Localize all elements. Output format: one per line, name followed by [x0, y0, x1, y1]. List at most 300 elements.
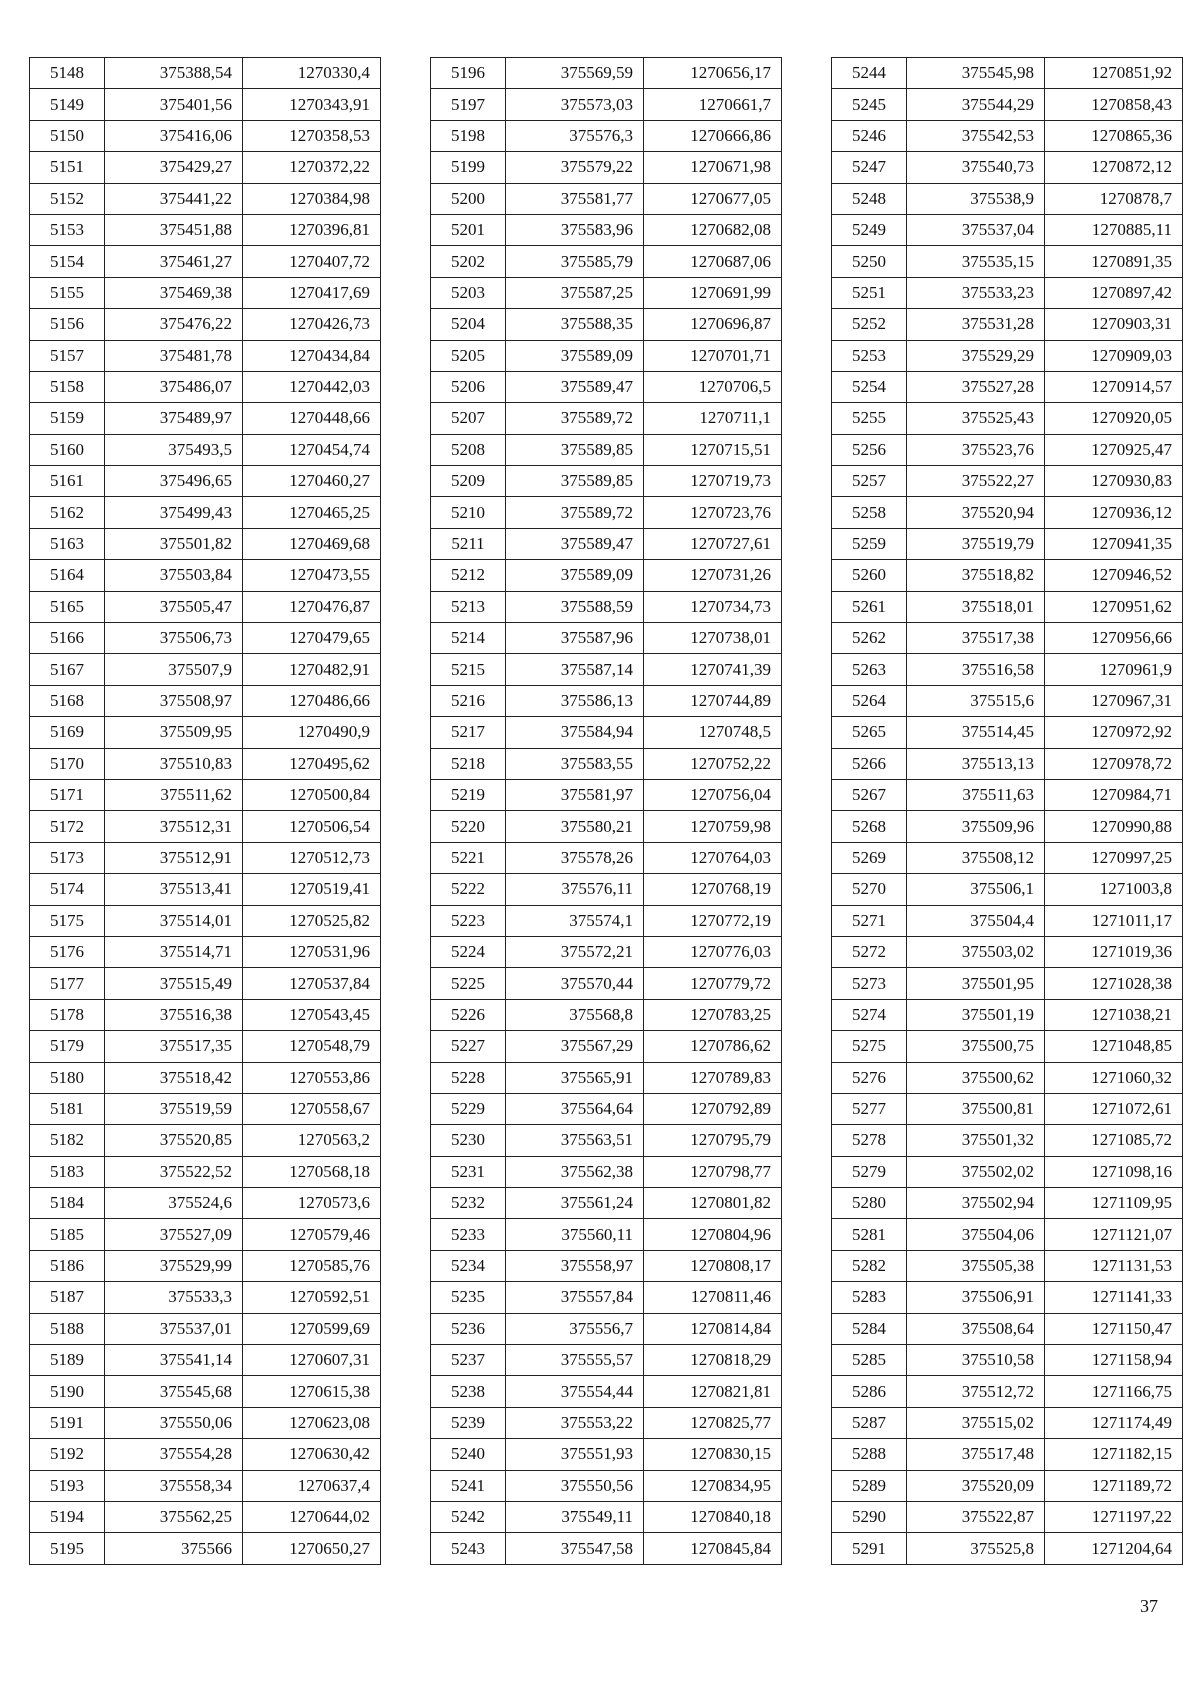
point-number-cell: 5233	[431, 1219, 506, 1250]
point-number-cell: 5262	[832, 623, 907, 654]
table-row	[431, 434, 782, 465]
x-coordinate-cell: 375476,22	[105, 309, 243, 340]
x-coordinate-cell: 375572,21	[506, 936, 644, 967]
y-coordinate-cell: 1270543,45	[243, 999, 381, 1030]
table-row	[832, 152, 1183, 183]
y-coordinate-cell: 1270682,08	[644, 214, 782, 245]
table-row	[431, 89, 782, 120]
y-coordinate-cell: 1270768,19	[644, 874, 782, 905]
table-row	[30, 936, 381, 967]
point-number-cell: 5190	[30, 1376, 105, 1407]
table-row	[30, 874, 381, 905]
point-number-cell: 5163	[30, 528, 105, 559]
table-row	[431, 779, 782, 810]
x-coordinate-cell: 375520,94	[907, 497, 1045, 528]
x-coordinate-cell: 375564,64	[506, 1093, 644, 1124]
y-coordinate-cell: 1270358,53	[243, 120, 381, 151]
x-coordinate-cell: 375589,09	[506, 340, 644, 371]
x-coordinate-cell: 375545,68	[105, 1376, 243, 1407]
x-coordinate-cell: 375535,15	[907, 246, 1045, 277]
y-coordinate-cell: 1270407,72	[243, 246, 381, 277]
table-row	[30, 1250, 381, 1281]
y-coordinate-cell: 1270978,72	[1045, 748, 1183, 779]
point-number-cell: 5202	[431, 246, 506, 277]
table-row	[832, 309, 1183, 340]
y-coordinate-cell: 1270967,31	[1045, 685, 1183, 716]
point-number-cell: 5267	[832, 779, 907, 810]
y-coordinate-cell: 1270941,35	[1045, 528, 1183, 559]
x-coordinate-cell: 375451,88	[105, 214, 243, 245]
table-row	[431, 560, 782, 591]
x-coordinate-cell: 375525,43	[907, 403, 1045, 434]
y-coordinate-cell: 1270920,05	[1045, 403, 1183, 434]
point-number-cell: 5282	[832, 1250, 907, 1281]
y-coordinate-cell: 1270343,91	[243, 89, 381, 120]
x-coordinate-cell: 375524,6	[105, 1188, 243, 1219]
x-coordinate-cell: 375556,7	[506, 1313, 644, 1344]
y-coordinate-cell: 1270495,62	[243, 748, 381, 779]
table-row	[832, 1501, 1183, 1532]
x-coordinate-cell: 375555,57	[506, 1345, 644, 1376]
x-coordinate-cell: 375562,38	[506, 1156, 644, 1187]
y-coordinate-cell: 1270851,92	[1045, 58, 1183, 89]
y-coordinate-cell: 1271038,21	[1045, 999, 1183, 1030]
point-number-cell: 5251	[832, 277, 907, 308]
point-number-cell: 5154	[30, 246, 105, 277]
table-row	[832, 936, 1183, 967]
point-number-cell: 5244	[832, 58, 907, 89]
point-number-cell: 5252	[832, 309, 907, 340]
x-coordinate-cell: 375510,58	[907, 1345, 1045, 1376]
x-coordinate-cell: 375489,97	[105, 403, 243, 434]
y-coordinate-cell: 1270903,31	[1045, 309, 1183, 340]
x-coordinate-cell: 375581,77	[506, 183, 644, 214]
y-coordinate-cell: 1270677,05	[644, 183, 782, 214]
point-number-cell: 5220	[431, 811, 506, 842]
point-number-cell: 5178	[30, 999, 105, 1030]
y-coordinate-cell: 1270779,72	[644, 968, 782, 999]
x-coordinate-cell: 375505,47	[105, 591, 243, 622]
table-row	[832, 1313, 1183, 1344]
x-coordinate-cell: 375565,91	[506, 1062, 644, 1093]
y-coordinate-cell: 1270548,79	[243, 1031, 381, 1062]
y-coordinate-cell: 1270592,51	[243, 1282, 381, 1313]
table-row	[431, 309, 782, 340]
y-coordinate-cell: 1270756,04	[644, 779, 782, 810]
point-number-cell: 5162	[30, 497, 105, 528]
x-coordinate-cell: 375589,47	[506, 371, 644, 402]
y-coordinate-cell: 1270990,88	[1045, 811, 1183, 842]
table-row	[431, 1470, 782, 1501]
y-coordinate-cell: 1270840,18	[644, 1501, 782, 1532]
y-coordinate-cell: 1270469,68	[243, 528, 381, 559]
point-number-cell: 5207	[431, 403, 506, 434]
x-coordinate-cell: 375569,59	[506, 58, 644, 89]
x-coordinate-cell: 375586,13	[506, 685, 644, 716]
table-row	[431, 842, 782, 873]
table-row	[431, 120, 782, 151]
table-row	[832, 1439, 1183, 1470]
x-coordinate-cell: 375542,53	[907, 120, 1045, 151]
y-coordinate-cell: 1270384,98	[243, 183, 381, 214]
y-coordinate-cell: 1270798,77	[644, 1156, 782, 1187]
y-coordinate-cell: 1270568,18	[243, 1156, 381, 1187]
y-coordinate-cell: 1270630,42	[243, 1439, 381, 1470]
table-row	[30, 1533, 381, 1564]
x-coordinate-cell: 375547,58	[506, 1533, 644, 1564]
x-coordinate-cell: 375388,54	[105, 58, 243, 89]
point-number-cell: 5283	[832, 1282, 907, 1313]
point-number-cell: 5242	[431, 1501, 506, 1532]
x-coordinate-cell: 375486,07	[105, 371, 243, 402]
table-row	[832, 1282, 1183, 1313]
x-coordinate-cell: 375578,26	[506, 842, 644, 873]
point-number-cell: 5150	[30, 120, 105, 151]
x-coordinate-cell: 375557,84	[506, 1282, 644, 1313]
point-number-cell: 5265	[832, 717, 907, 748]
y-coordinate-cell: 1271003,8	[1045, 874, 1183, 905]
x-coordinate-cell: 375529,99	[105, 1250, 243, 1281]
point-number-cell: 5289	[832, 1470, 907, 1501]
point-number-cell: 5266	[832, 748, 907, 779]
point-number-cell: 5238	[431, 1376, 506, 1407]
point-number-cell: 5179	[30, 1031, 105, 1062]
table-row	[30, 183, 381, 214]
x-coordinate-cell: 375587,14	[506, 654, 644, 685]
x-coordinate-cell: 375518,01	[907, 591, 1045, 622]
table-row	[30, 811, 381, 842]
y-coordinate-cell: 1270599,69	[243, 1313, 381, 1344]
y-coordinate-cell: 1270573,6	[243, 1188, 381, 1219]
table-row	[832, 1533, 1183, 1564]
table-row	[832, 214, 1183, 245]
y-coordinate-cell: 1270804,96	[644, 1219, 782, 1250]
table-row	[30, 1345, 381, 1376]
table-row	[431, 1125, 782, 1156]
x-coordinate-cell: 375514,71	[105, 936, 243, 967]
y-coordinate-cell: 1270808,17	[644, 1250, 782, 1281]
y-coordinate-cell: 1270997,25	[1045, 842, 1183, 873]
y-coordinate-cell: 1270486,66	[243, 685, 381, 716]
point-number-cell: 5216	[431, 685, 506, 716]
y-coordinate-cell: 1270482,91	[243, 654, 381, 685]
point-number-cell: 5240	[431, 1439, 506, 1470]
x-coordinate-cell: 375589,47	[506, 528, 644, 559]
y-coordinate-cell: 1270885,11	[1045, 214, 1183, 245]
x-coordinate-cell: 375506,73	[105, 623, 243, 654]
y-coordinate-cell: 1270615,38	[243, 1376, 381, 1407]
table-row	[431, 623, 782, 654]
point-number-cell: 5250	[832, 246, 907, 277]
table-row	[30, 152, 381, 183]
y-coordinate-cell: 1271182,15	[1045, 1439, 1183, 1470]
point-number-cell: 5165	[30, 591, 105, 622]
table-row	[30, 968, 381, 999]
table-row	[30, 246, 381, 277]
y-coordinate-cell: 1271131,53	[1045, 1250, 1183, 1281]
y-coordinate-cell: 1271098,16	[1045, 1156, 1183, 1187]
table-row	[431, 1439, 782, 1470]
point-number-cell: 5198	[431, 120, 506, 151]
table-row	[30, 89, 381, 120]
y-coordinate-cell: 1270909,03	[1045, 340, 1183, 371]
table-row	[30, 560, 381, 591]
table-row	[832, 1407, 1183, 1438]
y-coordinate-cell: 1270814,84	[644, 1313, 782, 1344]
y-coordinate-cell: 1270671,98	[644, 152, 782, 183]
y-coordinate-cell: 1270661,7	[644, 89, 782, 120]
table-row	[431, 968, 782, 999]
y-coordinate-cell: 1271060,32	[1045, 1062, 1183, 1093]
x-coordinate-cell: 375558,97	[506, 1250, 644, 1281]
table-row	[30, 58, 381, 89]
point-number-cell: 5277	[832, 1093, 907, 1124]
y-coordinate-cell: 1270936,12	[1045, 497, 1183, 528]
point-number-cell: 5160	[30, 434, 105, 465]
y-coordinate-cell: 1270865,36	[1045, 120, 1183, 151]
table-row	[30, 120, 381, 151]
point-number-cell: 5166	[30, 623, 105, 654]
y-coordinate-cell: 1270711,1	[644, 403, 782, 434]
point-number-cell: 5281	[832, 1219, 907, 1250]
point-number-cell: 5193	[30, 1470, 105, 1501]
x-coordinate-cell: 375583,96	[506, 214, 644, 245]
y-coordinate-cell: 1271189,72	[1045, 1470, 1183, 1501]
x-coordinate-cell: 375513,41	[105, 874, 243, 905]
x-coordinate-cell: 375469,38	[105, 277, 243, 308]
y-coordinate-cell: 1271072,61	[1045, 1093, 1183, 1124]
point-number-cell: 5151	[30, 152, 105, 183]
y-coordinate-cell: 1270972,92	[1045, 717, 1183, 748]
y-coordinate-cell: 1271150,47	[1045, 1313, 1183, 1344]
x-coordinate-cell: 375576,11	[506, 874, 644, 905]
x-coordinate-cell: 375537,04	[907, 214, 1045, 245]
y-coordinate-cell: 1271011,17	[1045, 905, 1183, 936]
y-coordinate-cell: 1270479,65	[243, 623, 381, 654]
point-number-cell: 5191	[30, 1407, 105, 1438]
x-coordinate-cell: 375504,06	[907, 1219, 1045, 1250]
point-number-cell: 5185	[30, 1219, 105, 1250]
y-coordinate-cell: 1270858,43	[1045, 89, 1183, 120]
point-number-cell: 5182	[30, 1125, 105, 1156]
x-coordinate-cell: 375529,29	[907, 340, 1045, 371]
y-coordinate-cell: 1270795,79	[644, 1125, 782, 1156]
x-coordinate-cell: 375516,58	[907, 654, 1045, 685]
table-row	[832, 779, 1183, 810]
table-row	[832, 748, 1183, 779]
point-number-cell: 5271	[832, 905, 907, 936]
table-row	[832, 968, 1183, 999]
y-coordinate-cell: 1270579,46	[243, 1219, 381, 1250]
x-coordinate-cell: 375519,79	[907, 528, 1045, 559]
point-number-cell: 5256	[832, 434, 907, 465]
y-coordinate-cell: 1270473,55	[243, 560, 381, 591]
x-coordinate-cell: 375587,25	[506, 277, 644, 308]
x-coordinate-cell: 375512,31	[105, 811, 243, 842]
y-coordinate-cell: 1270748,5	[644, 717, 782, 748]
table-row	[431, 58, 782, 89]
table-row	[832, 1376, 1183, 1407]
point-number-cell: 5214	[431, 623, 506, 654]
y-coordinate-cell: 1270925,47	[1045, 434, 1183, 465]
table-row	[30, 1313, 381, 1344]
table-row	[832, 340, 1183, 371]
y-coordinate-cell: 1270490,9	[243, 717, 381, 748]
table-row	[30, 1407, 381, 1438]
table-row	[431, 466, 782, 497]
table-row	[832, 685, 1183, 716]
table-row	[431, 246, 782, 277]
page-number: 37	[1140, 1596, 1158, 1616]
x-coordinate-cell: 375576,3	[506, 120, 644, 151]
point-number-cell: 5229	[431, 1093, 506, 1124]
y-coordinate-cell: 1270930,83	[1045, 466, 1183, 497]
y-coordinate-cell: 1270872,12	[1045, 152, 1183, 183]
table-row	[30, 842, 381, 873]
point-number-cell: 5254	[832, 371, 907, 402]
x-coordinate-cell: 375501,32	[907, 1125, 1045, 1156]
x-coordinate-cell: 375515,6	[907, 685, 1045, 716]
point-number-cell: 5171	[30, 779, 105, 810]
x-coordinate-cell: 375517,35	[105, 1031, 243, 1062]
x-coordinate-cell: 375588,59	[506, 591, 644, 622]
point-number-cell: 5184	[30, 1188, 105, 1219]
x-coordinate-cell: 375416,06	[105, 120, 243, 151]
y-coordinate-cell: 1270731,26	[644, 560, 782, 591]
x-coordinate-cell: 375517,38	[907, 623, 1045, 654]
x-coordinate-cell: 375574,1	[506, 905, 644, 936]
table-row	[431, 371, 782, 402]
point-number-cell: 5156	[30, 309, 105, 340]
point-number-cell: 5164	[30, 560, 105, 591]
y-coordinate-cell: 1270727,61	[644, 528, 782, 559]
table-row	[431, 748, 782, 779]
table-row	[832, 623, 1183, 654]
y-coordinate-cell: 1270330,4	[243, 58, 381, 89]
y-coordinate-cell: 1270558,67	[243, 1093, 381, 1124]
table-row	[30, 685, 381, 716]
point-number-cell: 5177	[30, 968, 105, 999]
x-coordinate-cell: 375519,59	[105, 1093, 243, 1124]
x-coordinate-cell: 375551,93	[506, 1439, 644, 1470]
point-number-cell: 5148	[30, 58, 105, 89]
x-coordinate-cell: 375566	[105, 1533, 243, 1564]
table-row	[30, 434, 381, 465]
y-coordinate-cell: 1270525,82	[243, 905, 381, 936]
table-row	[30, 1439, 381, 1470]
x-coordinate-cell: 375496,65	[105, 466, 243, 497]
point-number-cell: 5249	[832, 214, 907, 245]
table-row	[832, 183, 1183, 214]
point-number-cell: 5195	[30, 1533, 105, 1564]
x-coordinate-cell: 375561,24	[506, 1188, 644, 1219]
table-row	[30, 528, 381, 559]
table-row	[832, 403, 1183, 434]
y-coordinate-cell: 1270448,66	[243, 403, 381, 434]
y-coordinate-cell: 1270719,73	[644, 466, 782, 497]
table-row	[832, 1125, 1183, 1156]
y-coordinate-cell: 1270417,69	[243, 277, 381, 308]
point-number-cell: 5161	[30, 466, 105, 497]
table-row	[431, 999, 782, 1030]
y-coordinate-cell: 1270531,96	[243, 936, 381, 967]
table-row	[30, 340, 381, 371]
y-coordinate-cell: 1270789,83	[644, 1062, 782, 1093]
y-coordinate-cell: 1270519,41	[243, 874, 381, 905]
x-coordinate-cell: 375514,01	[105, 905, 243, 936]
y-coordinate-cell: 1270891,35	[1045, 246, 1183, 277]
x-coordinate-cell: 375550,06	[105, 1407, 243, 1438]
table-row	[30, 1188, 381, 1219]
y-coordinate-cell: 1270738,01	[644, 623, 782, 654]
point-number-cell: 5186	[30, 1250, 105, 1281]
point-number-cell: 5221	[431, 842, 506, 873]
y-coordinate-cell: 1270706,5	[644, 371, 782, 402]
table-row	[431, 1313, 782, 1344]
table-row	[431, 1407, 782, 1438]
y-coordinate-cell: 1271158,94	[1045, 1345, 1183, 1376]
point-number-cell: 5278	[832, 1125, 907, 1156]
x-coordinate-cell: 375506,91	[907, 1282, 1045, 1313]
table-row	[431, 1219, 782, 1250]
x-coordinate-cell: 375506,1	[907, 874, 1045, 905]
table-row	[832, 1156, 1183, 1187]
x-coordinate-cell: 375570,44	[506, 968, 644, 999]
y-coordinate-cell: 1270553,86	[243, 1062, 381, 1093]
x-coordinate-cell: 375545,98	[907, 58, 1045, 89]
y-coordinate-cell: 1270715,51	[644, 434, 782, 465]
point-number-cell: 5270	[832, 874, 907, 905]
point-number-cell: 5243	[431, 1533, 506, 1564]
x-coordinate-cell: 375585,79	[506, 246, 644, 277]
table-row	[30, 779, 381, 810]
y-coordinate-cell: 1270701,71	[644, 340, 782, 371]
table-row	[30, 1031, 381, 1062]
point-number-cell: 5180	[30, 1062, 105, 1093]
y-coordinate-cell: 1270637,4	[243, 1470, 381, 1501]
y-coordinate-cell: 1270786,62	[644, 1031, 782, 1062]
point-number-cell: 5253	[832, 340, 907, 371]
point-number-cell: 5153	[30, 214, 105, 245]
point-number-cell: 5247	[832, 152, 907, 183]
x-coordinate-cell: 375512,91	[105, 842, 243, 873]
point-number-cell: 5275	[832, 1031, 907, 1062]
y-coordinate-cell: 1270845,84	[644, 1533, 782, 1564]
y-coordinate-cell: 1271085,72	[1045, 1125, 1183, 1156]
point-number-cell: 5159	[30, 403, 105, 434]
point-number-cell: 5224	[431, 936, 506, 967]
y-coordinate-cell: 1270656,17	[644, 58, 782, 89]
point-number-cell: 5213	[431, 591, 506, 622]
table-row	[832, 717, 1183, 748]
point-number-cell: 5235	[431, 1282, 506, 1313]
table-row	[431, 936, 782, 967]
table-row	[431, 152, 782, 183]
table-row	[30, 717, 381, 748]
point-number-cell: 5236	[431, 1313, 506, 1344]
x-coordinate-cell: 375525,8	[907, 1533, 1045, 1564]
table-row	[832, 1093, 1183, 1124]
y-coordinate-cell: 1270752,22	[644, 748, 782, 779]
x-coordinate-cell: 375509,95	[105, 717, 243, 748]
x-coordinate-cell: 375562,25	[105, 1501, 243, 1532]
y-coordinate-cell: 1270500,84	[243, 779, 381, 810]
x-coordinate-cell: 375540,73	[907, 152, 1045, 183]
point-number-cell: 5167	[30, 654, 105, 685]
point-number-cell: 5260	[832, 560, 907, 591]
coordinates-table-2	[430, 57, 782, 1565]
table-row	[30, 748, 381, 779]
